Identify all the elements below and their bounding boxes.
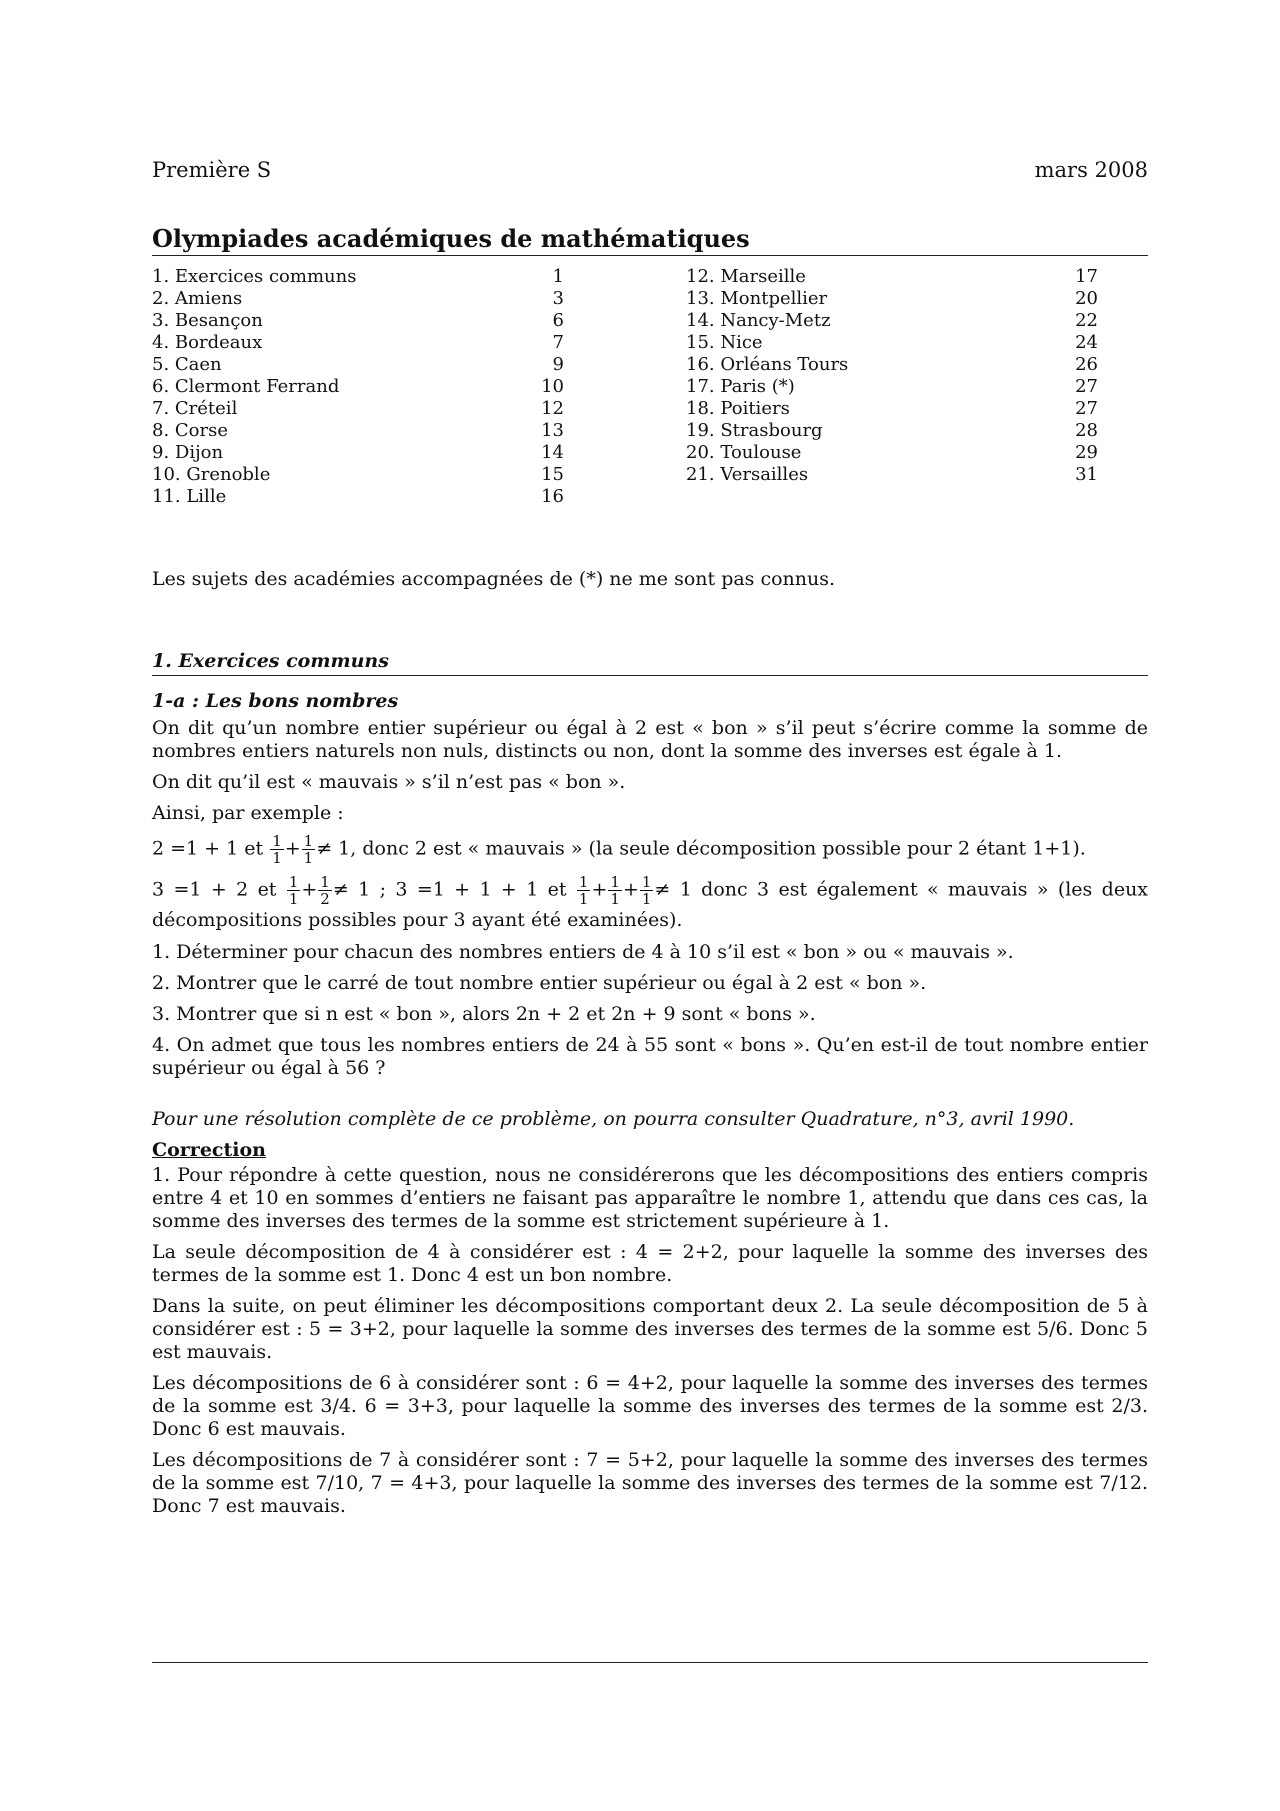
correction-paragraph: La seule décomposition de 4 à considérer est : 4 = 2+2, pour laquelle la somme des inverses des termes de la somme est 1. Donc 4 est un bon nombre. <box>152 1241 1148 1286</box>
toc-item[interactable]: 19. Strasbourg 28 <box>686 420 1098 441</box>
fraction: $\frac{1}{2}$ <box>320 873 330 908</box>
section-body <box>152 690 1148 1526</box>
toc-left-column <box>152 266 564 508</box>
toc-item[interactable]: 3. Besançon 6 <box>152 310 564 331</box>
document-title: Olympiades académiques de mathématiques <box>152 224 1148 256</box>
fraction: $\frac{1}{1}$ <box>641 873 652 908</box>
fraction: $\frac{1}{1}$ <box>272 832 282 867</box>
toc-item[interactable]: 8. Corse 13 <box>152 420 564 441</box>
correction-paragraph: Les décompositions de 6 à considérer sont : 6 = 4+2, pour laquelle la somme des inverses des termes de la somme est 3/4. 6 = 3+3, pour laquelle la somme des inverses des termes de la somme est 2/3. Donc 6 est mauvais. <box>152 1372 1148 1440</box>
question: 2. Montrer que le carré de tout nombre entier supérieur ou égal à 2 est « bon ». <box>152 972 927 994</box>
fraction: $\frac{1}{1}$ <box>610 873 620 908</box>
reference-note: Pour une résolution complète de ce problème, on pourra consulter Quadrature, n°3, avril 1990. <box>152 1108 1075 1130</box>
toc-item[interactable]: 2. Amiens 3 <box>152 288 564 309</box>
toc-item[interactable]: 15. Nice 24 <box>686 332 1098 353</box>
question: 3. Montrer que si n est « bon », alors 2n + 2 et 2n + 9 sont « bons ». <box>152 1003 816 1025</box>
toc-item[interactable]: 21. Versailles 31 <box>686 464 1098 485</box>
bottom-divider <box>152 1662 1148 1663</box>
toc-item[interactable]: 12. Marseille 17 <box>686 266 1098 287</box>
example-equation-3: 3 =1 + 2 et $\frac{1}{1}$ + $\frac{1}{2}$ ≠ 1 ; 3 =1 + 1 + 1 et $\frac{1}{1}$ + $\frac{1}{1}$ + $\frac{1}{1}$ ≠ 1 donc 3 est également « mauvais » (les deux décompositions possibles pour 3 ayant été examinées). <box>152 873 1149 931</box>
intro-paragraph: On dit qu’il est « mauvais » s’il n’est pas « bon ». <box>152 771 626 793</box>
toc-item[interactable]: 10. Grenoble 15 <box>152 464 564 485</box>
fraction: $\frac{1}{1}$ <box>578 873 589 908</box>
toc-item[interactable]: 5. Caen 9 <box>152 354 564 375</box>
question: 4. On admet que tous les nombres entiers de 24 à 55 sont « bons ». Qu’en est-il de tout nombre entier supérieur ou égal à 56 ? <box>152 1034 1148 1079</box>
toc-item[interactable]: 11. Lille 16 <box>152 486 564 507</box>
toc-item[interactable]: 4. Bordeaux 7 <box>152 332 564 353</box>
subsection-heading: 1-a : Les bons nombres <box>152 690 399 712</box>
intro-paragraph: Ainsi, par exemple : <box>152 802 344 824</box>
toc-item[interactable]: 17. Paris (*) 27 <box>686 376 1098 397</box>
correction-heading: Correction <box>152 1139 266 1161</box>
intro-paragraph: On dit qu’un nombre entier supérieur ou égal à 2 est « bon » s’il peut s’écrire comme la somme de nombres entiers naturels non nuls, distincts ou non, dont la somme des inverses est égale à 1. <box>152 717 1148 762</box>
question: 1. Déterminer pour chacun des nombres entiers de 4 à 10 s’il est « bon » ou « mauvais ». <box>152 941 1014 963</box>
correction-paragraph: 1. Pour répondre à cette question, nous ne considérerons que les décompositions des entiers compris entre 4 et 10 en sommes d’entiers ne faisant pas apparaître le nombre 1, attendu que dans ces cas, la somme des inverses des termes de la somme est strictement supérieure à 1. <box>152 1164 1148 1232</box>
toc-item[interactable]: 1. Exercices communs 1 <box>152 266 564 287</box>
header-class: Première S <box>152 158 272 182</box>
toc-item[interactable]: 13. Montpellier 20 <box>686 288 1098 309</box>
correction-paragraph: Les décompositions de 7 à considérer sont : 7 = 5+2, pour laquelle la somme des inverses des termes de la somme est 7/10, 7 = 4+3, pour laquelle la somme des inverses des termes de la somme est 7/12. Donc 7 est mauvais. <box>152 1449 1148 1517</box>
toc-item[interactable]: 20. Toulouse 29 <box>686 442 1098 463</box>
correction-paragraph: Dans la suite, on peut éliminer les décompositions comportant deux 2. La seule décomposition de 5 à considérer est : 5 = 3+2, pour laquelle la somme des inverses des termes de la somme est 5/6. Donc 5 est mauvais. <box>152 1295 1148 1363</box>
toc-item[interactable]: 18. Poitiers 27 <box>686 398 1098 419</box>
section-heading: 1. Exercices communs <box>152 650 1148 676</box>
fraction: $\frac{1}{1}$ <box>303 832 314 867</box>
toc-item[interactable]: 7. Créteil 12 <box>152 398 564 419</box>
toc-item[interactable]: 16. Orléans Tours 26 <box>686 354 1098 375</box>
toc-item[interactable]: 6. Clermont Ferrand 10 <box>152 376 564 397</box>
toc-item[interactable]: 9. Dijon 14 <box>152 442 564 463</box>
unknown-subjects-note: Les sujets des académies accompagnées de (*) ne me sont pas connus. <box>152 568 836 590</box>
example-equation-2: 2 =1 + 1 et $\frac{1}{1}$ + $\frac{1}{1}$ ≠ 1, donc 2 est « mauvais » (la seule décomposition possible pour 2 étant 1+1). <box>152 832 1086 867</box>
toc-right-column <box>686 266 1098 486</box>
fraction: $\frac{1}{1}$ <box>288 873 299 908</box>
header-date: mars 2008 <box>1034 158 1148 182</box>
toc-item[interactable]: 14. Nancy-Metz 22 <box>686 310 1098 331</box>
